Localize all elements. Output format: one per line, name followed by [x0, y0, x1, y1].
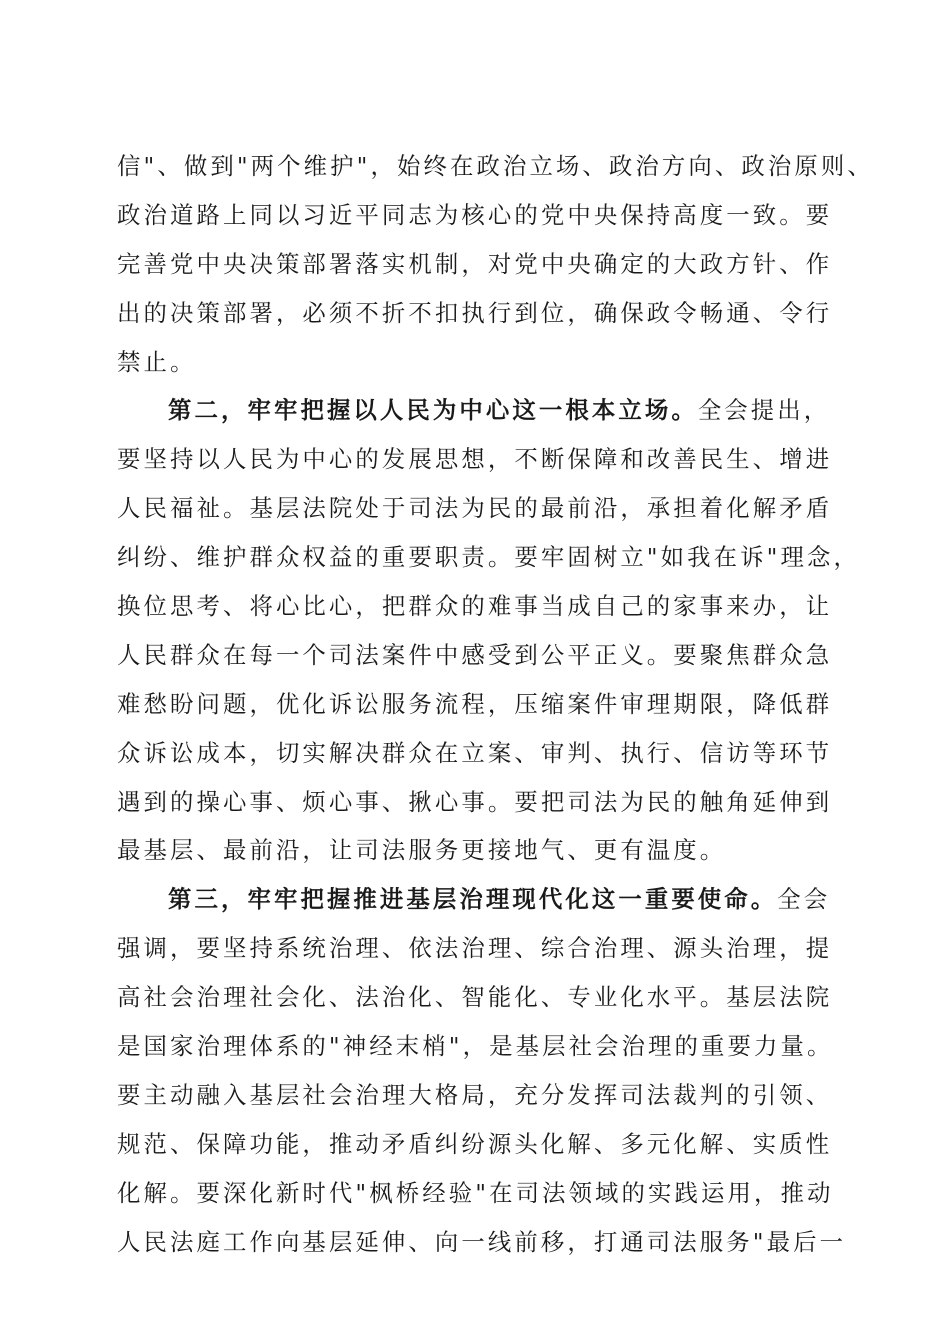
body-line: 人民福祉。基层法院处于司法为民的最前沿，承担着化解矛盾	[117, 494, 833, 523]
body-line: 换位思考、将心比心，把群众的难事当成自己的家事来办，让	[117, 592, 833, 621]
body-line: 人民群众在每一个司法案件中感受到公平正义。要聚焦群众急	[117, 640, 833, 669]
section-heading-second: 第二，牢牢把握以人民为中心这一根本立场。	[168, 396, 698, 425]
body-line: 最基层、最前沿，让司法服务更接地气、更有温度。	[117, 836, 727, 865]
body-line: 化解。要深化新时代"枫桥经验"在司法领域的实践运用，推动	[117, 1178, 834, 1207]
body-line: 政治道路上同以习近平同志为核心的党中央保持高度一致。要	[117, 200, 833, 229]
body-line: 信"、做到"两个维护"，始终在政治立场、政治方向、政治原则、	[117, 152, 874, 180]
body-line: 遇到的操心事、烦心事、揪心事。要把司法为民的触角延伸到	[117, 787, 833, 816]
body-line: 要坚持以人民为中心的发展思想，不断保障和改善民生、增进	[117, 445, 833, 474]
body-line: 是国家治理体系的"神经末梢"，是基层社会治理的重要力量。	[117, 1032, 834, 1061]
body-text: 全会	[777, 885, 831, 914]
body-text: 全会提出，	[697, 396, 831, 425]
body-line: 要主动融入基层社会治理大格局，充分发挥司法裁判的引领、	[117, 1080, 833, 1109]
body-line: 完善党中央决策部署落实机制，对党中央确定的大政方针、作	[117, 249, 833, 278]
body-line: 纠纷、维护群众权益的重要职责。要牢固树立"如我在诉"理念，	[117, 543, 860, 572]
body-line: 禁止。	[117, 347, 197, 376]
paragraph-first-line	[117, 386, 833, 435]
body-line: 出的决策部署，必须不折不扣执行到位，确保政令畅通、令行	[117, 298, 833, 327]
paragraph-first-line	[117, 875, 833, 924]
body-line: 众诉讼成本，切实解决群众在立案、审判、执行、信访等环节	[117, 738, 833, 767]
body-line: 规范、保障功能，推动矛盾纠纷源头化解、多元化解、实质性	[117, 1129, 833, 1158]
body-line: 难愁盼问题，优化诉讼服务流程，压缩案件审理期限，降低群	[117, 689, 833, 718]
document-body	[117, 142, 874, 1266]
body-line: 强调，要坚持系统治理、依法治理、综合治理、源头治理，提	[117, 934, 833, 963]
body-line: 高社会治理社会化、法治化、智能化、专业化水平。基层法院	[117, 983, 833, 1012]
section-heading-third: 第三，牢牢把握推进基层治理现代化这一重要使命。	[168, 885, 778, 914]
body-line: 人民法庭工作向基层延伸、向一线前移，打通司法服务"最后一	[117, 1227, 847, 1256]
